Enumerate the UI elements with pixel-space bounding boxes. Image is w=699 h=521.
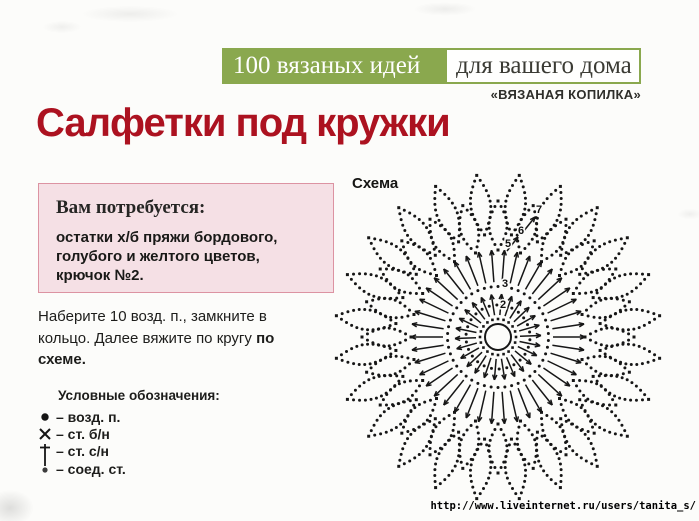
instructions-paragraph [38, 306, 274, 371]
chart-label: Схема [352, 175, 399, 192]
legend-item-double-crochet [34, 442, 220, 459]
series-title: 100 вязаных идей [233, 52, 421, 79]
instruction-line [38, 349, 274, 371]
series-subtitle-badge [445, 48, 641, 84]
series-subtitle: для вашего дома [456, 52, 632, 79]
source-url: http://www.liveinternet.ru/users/tanita_s/ [430, 500, 696, 512]
crochet-chart [325, 160, 699, 512]
legend-item-single-crochet [34, 425, 220, 442]
instruction-text-segment: Наберите 10 возд. п., замкните в [38, 308, 267, 325]
svg-text:5: 5 [504, 238, 512, 250]
instruction-text-segment-bold: по [256, 329, 275, 347]
legend-item-label: – ст. с/н [56, 442, 109, 459]
legend-item-label: – возд. п. [56, 408, 121, 425]
slip-stitch-dot-icon [34, 462, 56, 476]
legend-item-chain [34, 408, 220, 425]
symbol-legend [34, 388, 220, 478]
legend-item-slip-stitch [34, 459, 220, 478]
materials-text [56, 228, 316, 285]
materials-line: остатки х/б пряжи бордового, [56, 229, 278, 246]
svg-text:6: 6 [517, 225, 525, 237]
instruction-text-segment: кольцо. Далее вяжите по кругу [38, 329, 257, 347]
single-crochet-cross-icon [34, 427, 56, 441]
materials-box [38, 183, 334, 293]
brand-tagline: «ВЯЗАНАЯ КОПИЛКА» [490, 87, 641, 102]
instruction-text-segment-bold: схеме. [38, 351, 86, 368]
legend-item-label: – соед. ст. [56, 460, 126, 477]
materials-heading: Вам потребуется: [56, 197, 206, 218]
article-title: Салфетки под кружки [36, 101, 450, 145]
svg-text:2: 2 [499, 299, 507, 311]
instruction-line [38, 306, 274, 328]
legend-heading: Условные обозначения: [58, 388, 220, 403]
double-crochet-bar-icon [34, 444, 56, 458]
series-title-badge [222, 48, 445, 84]
materials-line: крючок №2. [56, 267, 144, 284]
legend-item-label: – ст. б/н [56, 425, 110, 442]
chain-stitch-icon [34, 410, 56, 424]
svg-text:7: 7 [535, 204, 543, 216]
svg-text:3: 3 [501, 278, 509, 290]
instruction-line [38, 328, 274, 350]
materials-line: голубого и желтого цветов, [56, 248, 260, 265]
